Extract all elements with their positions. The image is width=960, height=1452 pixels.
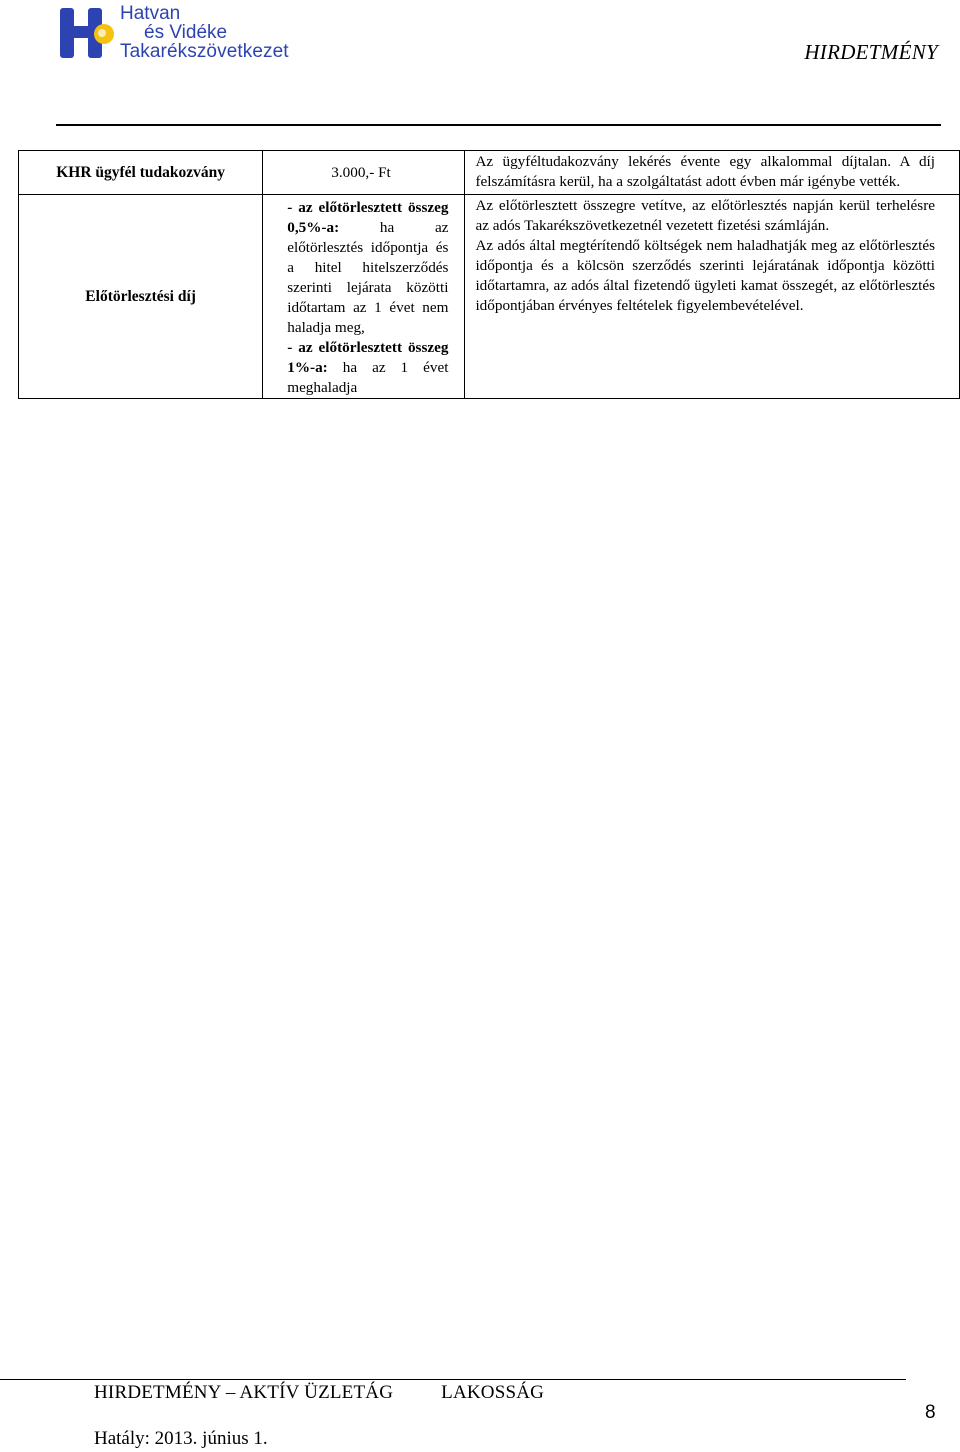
description-paragraph: Az előtörlesztett összegre vetítve, az előtörlesztés napján kerül terhelésre az adós Takarékszövetkezetnél vezetett fizetési számláján. (475, 197, 935, 234)
logo-line-3: Takarékszövetkezet (120, 41, 289, 62)
fee-table (18, 150, 960, 399)
effective-date: Hatály: 2013. június 1. (94, 1428, 268, 1449)
condition-text: ha az 1 évet meghaladja (287, 359, 449, 396)
description-paragraph: Az ügyféltudakozvány lekérés évente egy alkalommal díjtalan. A díj felszámításra kerül, ha a szolgáltatást adott évben már igénybe vették. (475, 153, 935, 190)
condition-item (287, 198, 448, 338)
table-row (19, 195, 960, 399)
fee-conditions (263, 195, 465, 399)
fee-description (465, 195, 960, 399)
page-number: 8 (925, 1402, 936, 1423)
fee-amount-text: 3.000,- Ft (331, 163, 391, 181)
fee-description (465, 151, 960, 195)
company-logo (58, 4, 328, 64)
footer-section: HIRDETMÉNY – AKTÍV ÜZLETÁG (94, 1382, 394, 1403)
condition-rate: - az előtörlesztett összeg 0,5%-a: (287, 199, 449, 236)
footer-divider (0, 1379, 906, 1380)
condition-rate: - az előtörlesztett összeg 1%-a: (287, 339, 449, 376)
document-title: HIRDETMÉNY (804, 40, 938, 64)
fee-label-text: KHR ügyfél tudakozvány (56, 163, 226, 181)
fee-amount (263, 151, 465, 195)
condition-item (287, 338, 448, 398)
table-row (19, 151, 960, 195)
fee-label-text: Előtörlesztési díj (85, 287, 196, 305)
fee-label (19, 195, 263, 399)
logo-wordmark (120, 4, 289, 61)
header-divider (56, 124, 941, 126)
footer-segment: LAKOSSÁG (441, 1382, 545, 1403)
footer-heading (94, 1382, 544, 1404)
hvt-logo-icon (58, 4, 118, 62)
logo-line-1: Hatvan (120, 3, 181, 24)
logo-line-2: és Vidéke (144, 22, 228, 43)
description-paragraph: Az adós által megtérítendő költségek nem haladhatják meg az előtörlesztés időpontja és a kölcsön szerződés szerinti lejáratának időpontja közötti időtartamra, az adós által fizetendő ügyleti kamat összegét, az előtörlesztés időpontjában érvényes feltételek figyelembevételével. (475, 237, 935, 314)
condition-text: ha az előtörlesztés időpontja és a hitel hitelszerződés szerinti lejárata közötti időtartam az 1 évet nem haladja meg, (287, 219, 449, 336)
fee-label (19, 151, 263, 195)
